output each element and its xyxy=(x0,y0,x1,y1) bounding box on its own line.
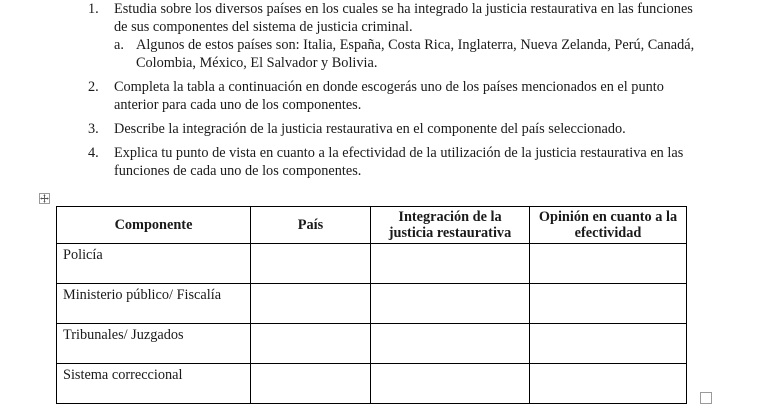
cell-componente[interactable]: Tribunales/ Juzgados xyxy=(57,324,251,364)
cell-opinion[interactable] xyxy=(530,364,687,404)
list-item-text: Estudia sobre los diversos países en los cuales se ha integrado la justicia restaurativa en las funciones de sus componentes del sistema de justicia criminal. xyxy=(114,1,693,35)
cell-componente[interactable]: Sistema correccional xyxy=(57,364,251,404)
table-row xyxy=(57,364,687,404)
table-row xyxy=(57,324,687,364)
four-arrows-icon xyxy=(40,194,49,203)
table-row xyxy=(57,244,687,284)
list-number: 3. xyxy=(88,121,99,137)
cell-componente[interactable]: Policía xyxy=(57,244,251,284)
list-item-text: Explica tu punto de vista en cuanto a la efectividad de la utilización de la justicia restaurativa en las funciones de cada uno de los componentes. xyxy=(114,145,684,179)
table-move-handle-icon[interactable] xyxy=(39,193,50,204)
list-item xyxy=(88,78,708,114)
list-number: 2. xyxy=(88,79,99,95)
sub-list-item-text: Algunos de estos países son: Italia, España, Costa Rica, Inglaterra, Nueva Zelanda, Perú, Canadá, Colombia, México, El Salvador y Bolivia. xyxy=(136,37,695,71)
list-item xyxy=(88,144,708,180)
sub-list-letter: a. xyxy=(114,37,124,53)
table-row xyxy=(57,284,687,324)
header-integracion: Integración de la justicia restaurativa xyxy=(371,207,530,244)
components-table xyxy=(56,206,687,404)
cell-pais[interactable] xyxy=(251,284,371,324)
cell-integracion[interactable] xyxy=(371,284,530,324)
cell-opinion[interactable] xyxy=(530,324,687,364)
list-item xyxy=(88,120,708,138)
instruction-list xyxy=(88,0,708,186)
cell-integracion[interactable] xyxy=(371,364,530,404)
table-resize-handle-icon[interactable] xyxy=(700,392,712,404)
header-opinion: Opinión en cuanto a la efectividad xyxy=(530,207,687,244)
list-item xyxy=(88,0,708,72)
list-item-text: Completa la tabla a continuación en donde escogerás uno de los países mencionados en el punto anterior para cada uno de los componentes. xyxy=(114,79,664,113)
cell-componente[interactable]: Ministerio público/ Fiscalía xyxy=(57,284,251,324)
table-header-row xyxy=(57,207,687,244)
cell-integracion[interactable] xyxy=(371,324,530,364)
list-item-text: Describe la integración de la justicia restaurativa en el componente del país seleccionado. xyxy=(114,121,626,137)
header-pais: País xyxy=(251,207,371,244)
list-number: 1. xyxy=(88,1,99,17)
sub-list-item xyxy=(88,36,708,72)
list-number: 4. xyxy=(88,145,99,161)
header-componente: Componente xyxy=(57,207,251,244)
cell-pais[interactable] xyxy=(251,364,371,404)
cell-opinion[interactable] xyxy=(530,244,687,284)
cell-pais[interactable] xyxy=(251,244,371,284)
cell-opinion[interactable] xyxy=(530,284,687,324)
cell-integracion[interactable] xyxy=(371,244,530,284)
cell-pais[interactable] xyxy=(251,324,371,364)
